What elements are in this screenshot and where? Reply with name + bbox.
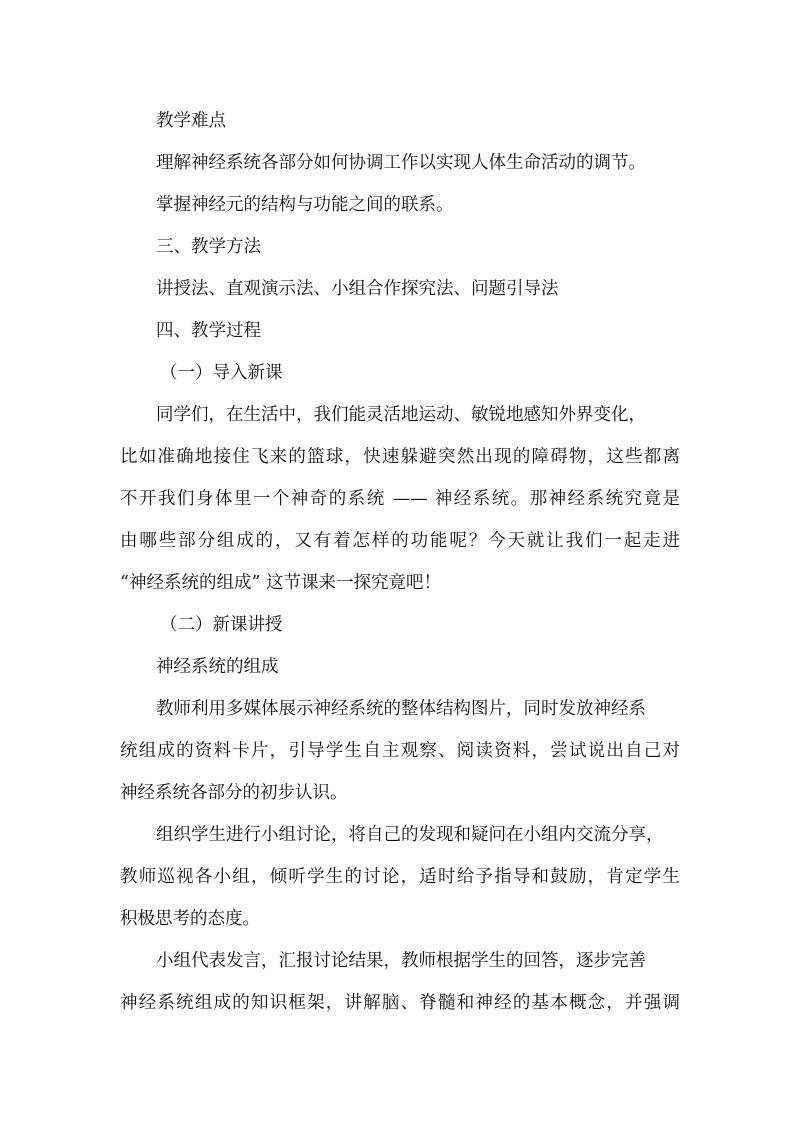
difficulty-item-2: 掌握神经元的结构与功能之间的联系。: [156, 195, 454, 215]
heading-teaching-methods: 三、教学方法: [156, 237, 261, 257]
section-title-nervous-system-composition: 神经系统的组成: [156, 657, 279, 677]
paragraph-line: 教师利用多媒体展示神经系统的整体结构图片，同时发放神经系: [156, 699, 646, 719]
intro-paragraph-line: 同学们，在生活中，我们能灵活地运动、敏锐地感知外界变化，: [156, 405, 646, 425]
paragraph-line: 神经系统各部分的初步认识。: [120, 783, 348, 803]
paragraph-line: 组织学生进行小组讨论，将自己的发现和疑问在小组内交流分享，: [156, 825, 664, 845]
intro-paragraph-line: “神经系统的组成” 这节课来一探究竟吧！: [120, 573, 441, 593]
difficulty-item-1: 理解神经系统各部分如何协调工作以实现人体生命活动的调节。: [156, 153, 646, 173]
paragraph-line: 教师巡视各小组，倾听学生的讨论，适时给予指导和鼓励，肯定学生: [120, 867, 680, 887]
paragraph-line: 神经系统组成的知识框架，讲解脑、脊髓和神经的基本概念，并强调: [120, 993, 680, 1013]
document-body: [120, 100, 680, 1024]
teaching-methods-list: 讲授法、直观演示法、小组合作探究法、问题引导法: [156, 279, 559, 299]
intro-paragraph-line: 比如准确地接住飞来的篮球，快速躲避突然出现的障碍物，这些都离: [120, 447, 680, 467]
intro-paragraph-line: 由哪些部分组成的，又有着怎样的功能呢？今天就让我们一起走进: [120, 531, 680, 551]
subheading-new-lesson: （二）新课讲授: [160, 615, 283, 635]
subheading-introduction: （一）导入新课: [160, 363, 283, 383]
intro-paragraph-line: 不开我们身体里一个神奇的系统 —— 神经系统。那神经系统究竟是: [120, 489, 680, 509]
paragraph-line: 小组代表发言，汇报讨论结果，教师根据学生的回答，逐步完善: [156, 951, 646, 971]
heading-teaching-difficulties: 教学难点: [156, 111, 226, 131]
paragraph-line: 积极思考的态度。: [120, 909, 260, 929]
heading-teaching-process: 四、教学过程: [156, 321, 261, 341]
paragraph-line: 统组成的资料卡片，引导学生自主观察、阅读资料，尝试说出自己对: [120, 741, 680, 761]
